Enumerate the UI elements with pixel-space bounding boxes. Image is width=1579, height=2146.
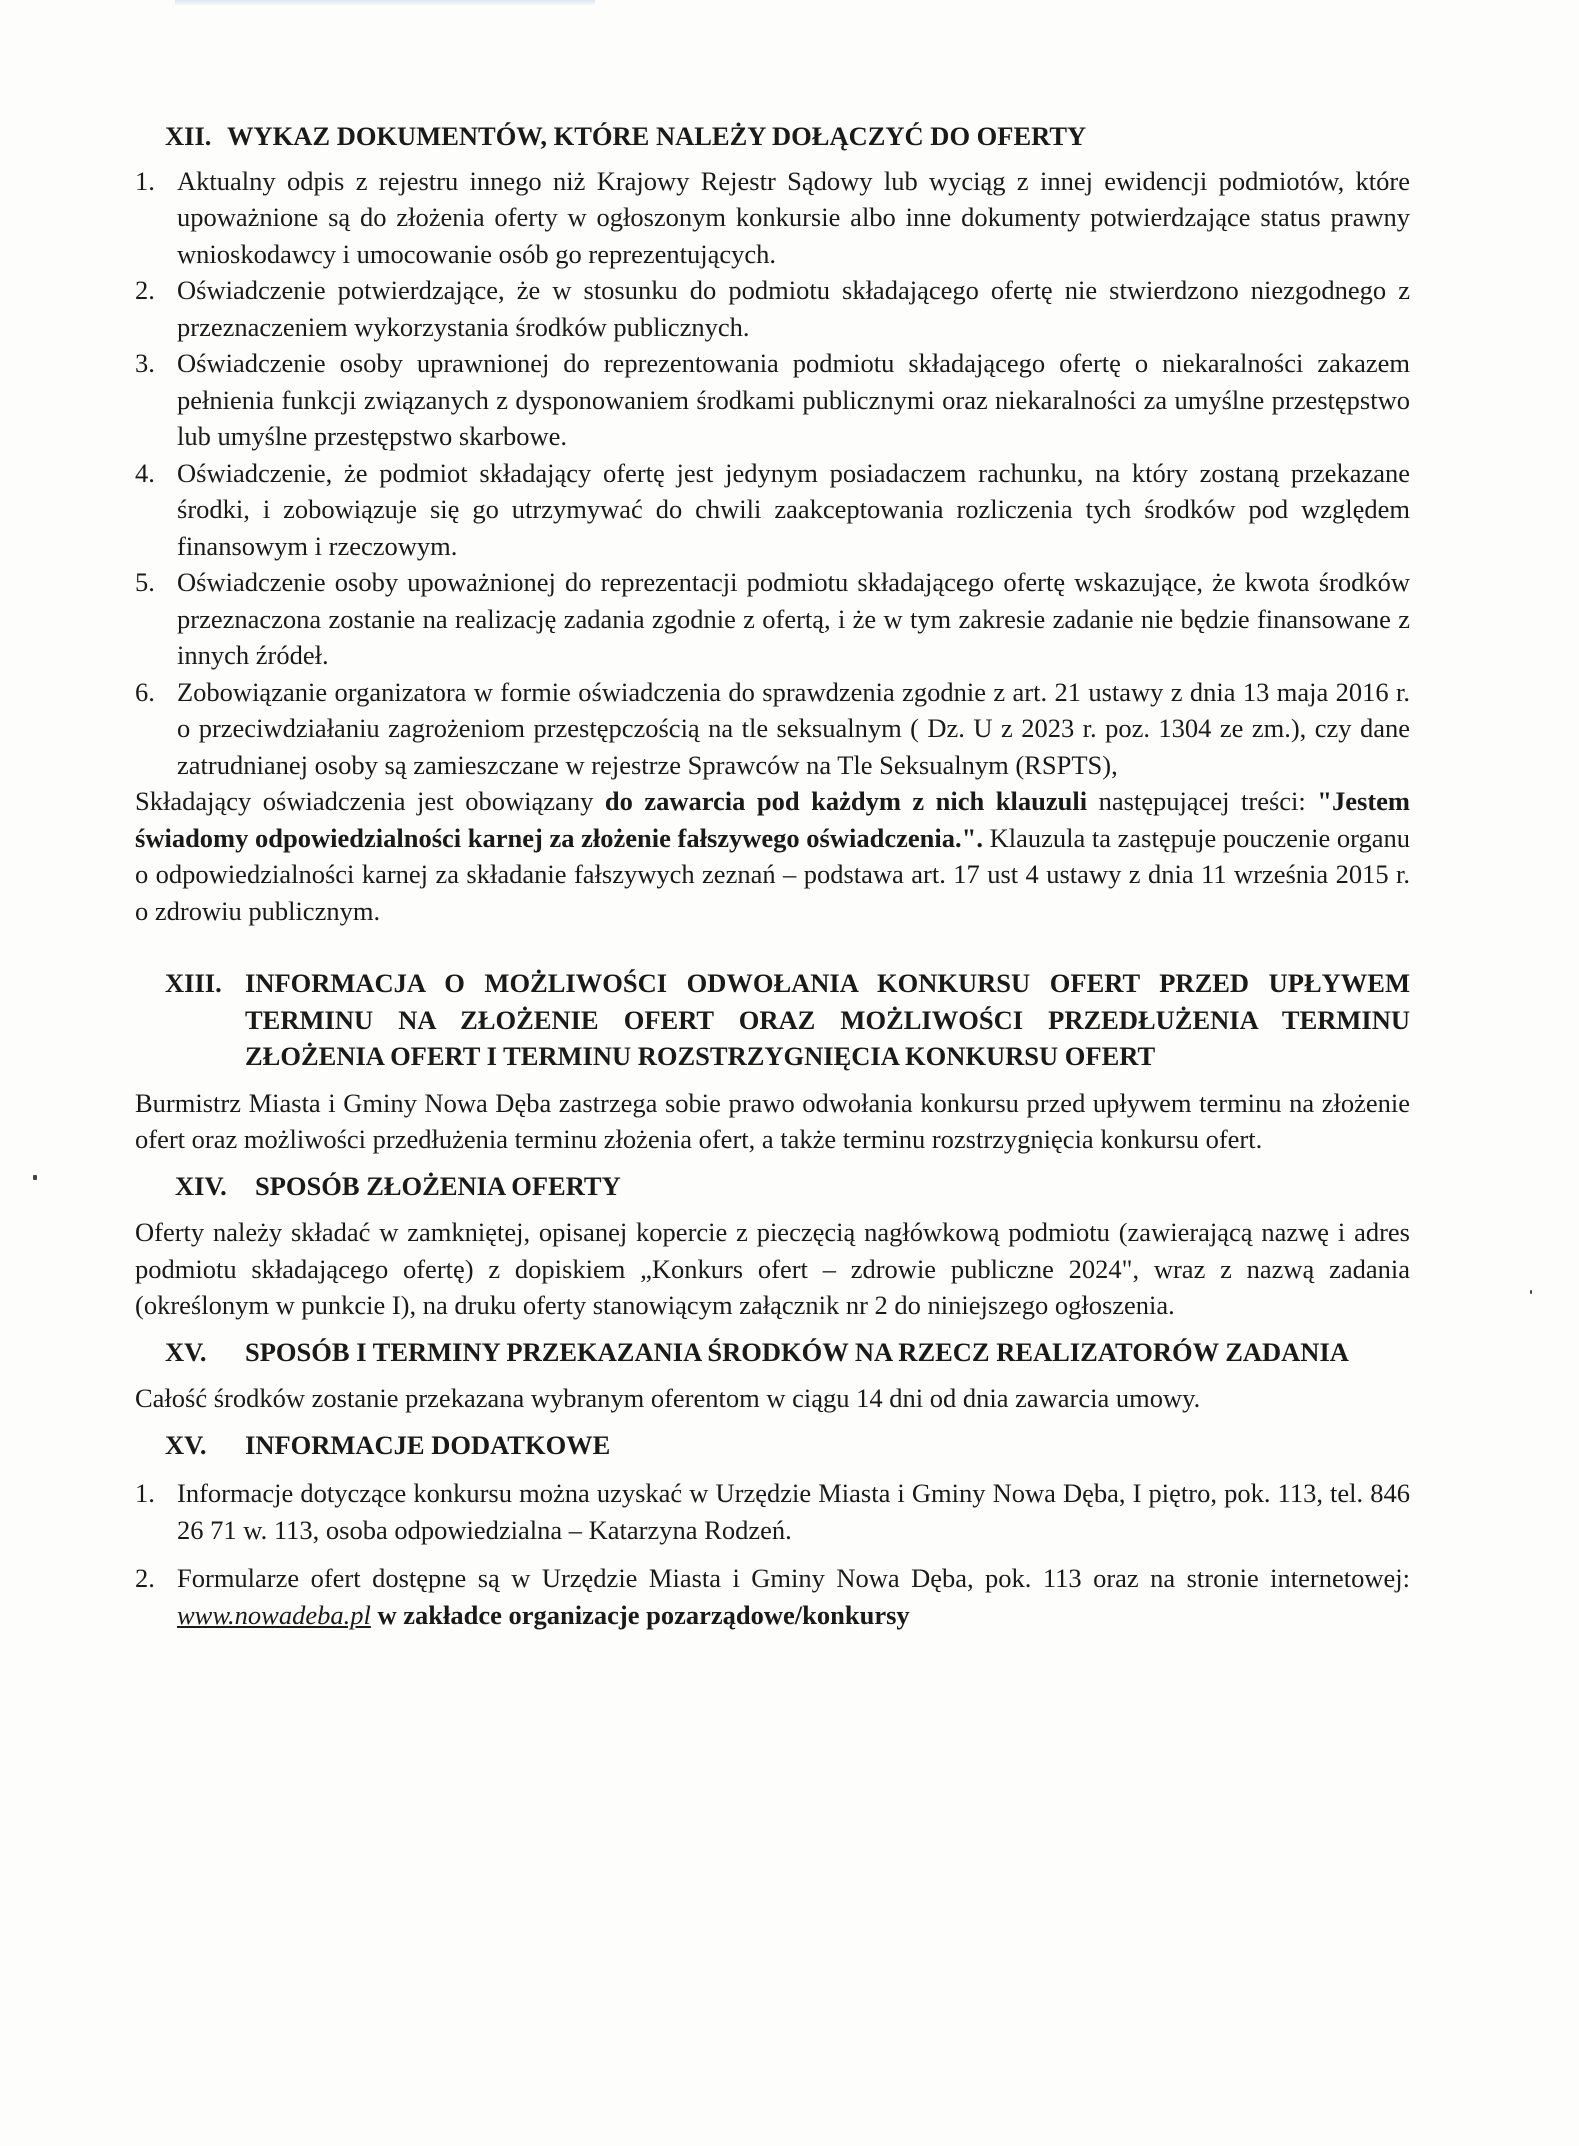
section-heading-xv-funds xyxy=(165,1334,1410,1371)
list-item: 6. Zobowiązanie organizatora w formie oświadczenia do sprawdzenia zgodnie z art. 21 ustawy z dnia 13 maja 2016 r. o przeciwdziałaniu zagrożeniom przestępczością na tle seksualnym ( Dz. U z 2023 r. poz. 1304 ze zm.), czy dane zatrudnianej osoby są zamieszczane w rejestrze Sprawców na Tle Seksualnym (RSPTS), xyxy=(135,676,1410,780)
declaration-clause: Składający oświadczenia jest obowiązany do zawarcia pod każdym z nich klauzuli następującej treści: "Jestem świadomy odpowiedzialności karnej za złożenie fałszywego oświadczenia.". Klauzula ta zastępuje pouczenie organu o odpowiedzialności karnej za składanie fałszywych zeznań – podstawa art. 17 ust 4 ustawy z dnia 11 września 2015 r. o zdrowiu publicznym. xyxy=(135,786,1410,926)
section-title: SPOSÓB ZŁOŻENIA OFERTY xyxy=(255,1170,621,1201)
section-heading-xiv xyxy=(175,1168,1410,1205)
section-title: SPOSÓB I TERMINY PRZEKAZANIA ŚRODKÓW NA RZECZ REALIZATORÓW ZADANIA xyxy=(245,1336,1349,1367)
additional-info-list xyxy=(135,1475,1410,1633)
list-item: 2. Oświadczenie potwierdzające, że w stosunku do podmiotu składającego ofertę nie stwierdzono niezgodnego z przeznaczeniem wykorzystania środków publicznych. xyxy=(135,275,1410,342)
required-documents-list xyxy=(135,163,1410,784)
section-body: Oferty należy składać w zamkniętej, opisanej kopercie z pieczęcią nagłówkową podmiotu (zawierającą nazwę i adres podmiotu składającego ofertę) z dopiskiem „Konkurs ofert – zdrowie publiczne 2024", wraz z nazwą zadania (określonym w punkcie I), na druku oferty stanowiącym załącznik nr 2 do niniejszego ogłoszenia. xyxy=(135,1217,1410,1320)
section-number: XIII. xyxy=(165,968,222,998)
section-body: Całość środków zostanie przekazana wybranym oferentom w ciągu 14 dni od dnia zawarcia umowy. xyxy=(135,1383,1201,1413)
section-title: INFORMACJA O MOŻLIWOŚCI ODWOŁANIA KONKURSU OFERT PRZED UPŁYWEM TERMINU NA ZŁOŻENIE OFERT ORAZ MOŻLIWOŚCI PRZEDŁUŻENIA TERMINU ZŁOŻENIA OFERT I TERMINU ROZSTRZYGNIĘCIA KONKURSU OFERT xyxy=(245,968,1410,1071)
document-page xyxy=(135,118,1410,1633)
list-item: 2. Formularze ofert dostępne są w Urzędzie Miasta i Gminy Nowa Dęba, pok. 113 oraz na stronie internetowej: www.nowadeba.pl w zakładce organizacje pozarządowe/konkursy xyxy=(135,1563,1410,1630)
list-item: 4. Oświadczenie, że podmiot składający ofertę jest jedynym posiadaczem rachunku, na który zostaną przekazane środki, i zobowiązuje się go utrzymywać do chwili zaakceptowania rozliczenia tych środków pod względem finansowym i rzeczowym. xyxy=(135,457,1410,561)
section-heading-xiii xyxy=(165,965,1410,1075)
section-heading-xv-additional xyxy=(165,1427,1410,1464)
list-item: 1. Aktualny odpis z rejestru innego niż Krajowy Rejestr Sądowy lub wyciąg z innej ewidencji podmiotów, które upoważnione są do złożenia oferty w ogłoszonym konkursie albo inne dokumenty potwierdzające status prawny wnioskodawcy i umocowanie osób go reprezentujących. xyxy=(135,165,1410,269)
section-number: XII. xyxy=(165,121,212,151)
section-title: WYKAZ DOKUMENTÓW, KTÓRE NALEŻY DOŁĄCZYĆ DO OFERTY xyxy=(227,121,1087,151)
section-body: Burmistrz Miasta i Gminy Nowa Dęba zastrzega sobie prawo odwołania konkursu przed upływem terminu na złożenie ofert oraz możliwości przedłużenia terminu złożenia ofert, a także terminu rozstrzygnięcia konkursu ofert. xyxy=(135,1087,1410,1154)
section-title: INFORMACJE DODATKOWE xyxy=(245,1429,611,1460)
section-number: XV. xyxy=(165,1336,207,1367)
list-item: 3. Oświadczenie osoby uprawnionej do reprezentowania podmiotu składającego ofertę o niekaralności zakazem pełnienia funkcji związanych z dysponowaniem środkami publicznymi oraz niekaralności za umyślne przestępstwo lub umyślne przestępstwo skarbowe. xyxy=(135,348,1410,451)
scan-speck xyxy=(1530,1290,1532,1294)
section-heading-xii xyxy=(165,118,1410,155)
scan-edge-mark xyxy=(175,0,595,6)
scan-speck xyxy=(33,1175,37,1180)
section-number: XV. xyxy=(165,1429,207,1460)
website-link[interactable]: www.nowadeba.pl xyxy=(177,1599,371,1630)
section-number: XIV. xyxy=(175,1170,227,1201)
list-item: 1. Informacje dotyczące konkursu można uzyskać w Urzędzie Miasta i Gminy Nowa Dęba, I piętro, pok. 113, tel. 846 26 71 w. 113, osoba odpowiedzialna – Katarzyna Rodzeń. xyxy=(135,1478,1410,1545)
list-item: 5. Oświadczenie osoby upoważnionej do reprezentacji podmiotu składającego ofertę wskazujące, że kwota środków przeznaczona zostanie na realizację zadania zgodnie z ofertą, i że w tym zakresie zadanie nie będzie finansowane z innych źródeł. xyxy=(135,567,1410,670)
